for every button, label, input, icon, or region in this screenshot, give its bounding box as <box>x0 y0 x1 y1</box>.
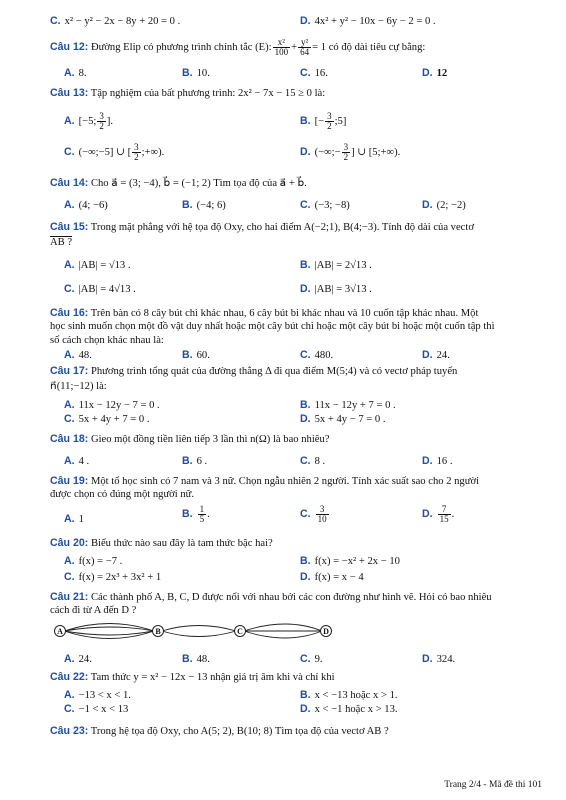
q15-option-c: C. |AB| = 4√13 . <box>64 283 136 295</box>
q19-option-d: D. $\frac{7}{15}$ . <box>422 504 455 524</box>
q21-option-c: C. 9. <box>300 653 323 665</box>
question-21-line2: cách đi từ A đến D ? <box>50 605 137 616</box>
question-20: Câu 20: Biểu thức nào sau đây là tam thức bậc hai? <box>50 537 273 549</box>
question-14: Câu 14: Cho a⃗ = (3; −4), b⃗ = (−1; 2) Tìm tọa độ của a⃗ + b⃗. <box>50 177 307 189</box>
q14-option-d: D. (2; −2) <box>422 199 466 211</box>
question-15-line2: AB ? <box>50 237 73 248</box>
question-17-line2: n⃗(11;−12) là: <box>50 381 107 392</box>
q21-option-d: D. 324. <box>422 653 456 665</box>
q22-option-b: B. x < −13 hoặc x > 1. <box>300 689 398 701</box>
page-footer: Trang 2/4 - Mã đề thi 101 <box>444 780 542 790</box>
q13-option-a: A. [−5; $\frac{3}{2}$ ]. <box>64 111 114 131</box>
question-17: Câu 17: Phương trình tổng quát của đường thẳng Δ đi qua điểm M(5;4) và có vectơ pháp tuyến <box>50 365 458 377</box>
q21-option-a: A. 24. <box>64 653 92 665</box>
node-a-label: A <box>57 627 63 636</box>
question-19-line2: được chọn có đúng một người nữ. <box>50 489 195 500</box>
q16-option-d: D. 24. <box>422 349 450 361</box>
question-18: Câu 18: Gieo một đồng tiền liên tiếp 3 lần thì n(Ω) là bao nhiêu? <box>50 433 330 445</box>
option-d: D. 4x² + y² − 10x − 6y − 2 = 0 . <box>300 15 436 27</box>
q18-option-a: A. 4 . <box>64 455 90 467</box>
question-12: Câu 12: Đường Elip có phương trình chính tắc (E): $\frac{\text{x²}}{100}$ + $\frac{\text{y²}}{64}$ = 1 có độ dài tiêu cự bằng: <box>50 37 426 57</box>
q18-option-c: C. 8 . <box>300 455 326 467</box>
q17-option-d: D. 5x + 4y − 7 = 0 . <box>300 413 386 425</box>
q16-option-b: B. 60. <box>182 349 210 361</box>
q16-option-a: A. 48. <box>64 349 92 361</box>
option-c: C. x² − y² − 2x − 8y + 20 = 0 . <box>50 15 181 27</box>
question-13: Câu 13: Tập nghiệm của bất phương trình: 2x² − 7x − 15 ≥ 0 là: <box>50 87 326 99</box>
q15-option-d: D. |AB| = 3√13 . <box>300 283 372 295</box>
road-cd-1 <box>244 624 322 631</box>
q18-option-b: B. 6 . <box>182 455 208 467</box>
q22-option-d: D. x < −1 hoặc x > 13. <box>300 703 398 715</box>
q13-option-c: C. (−∞;−5] ∪ [ $\frac{3}{2}$ ;+∞). <box>64 142 165 162</box>
q12-option-b: B. 10. <box>182 67 210 79</box>
q17-option-a: A. 11x − 12y − 7 = 0 . <box>64 399 160 411</box>
q22-option-c: C. −1 < x < 13 <box>64 703 129 715</box>
q20-option-d: D. f(x) = x − 4 <box>300 571 364 583</box>
q14-option-a: A. (4; −6) <box>64 199 108 211</box>
question-21: Câu 21: Các thành phố A, B, C, D được nối với nhau bởi các con đường như hình vẽ. Hỏi có bao nhiêu <box>50 591 492 603</box>
q15-option-a: A. |AB| = √13 . <box>64 259 131 271</box>
q20-option-c: C. f(x) = 2x³ + 3x² + 1 <box>64 571 162 583</box>
q13-option-b: B. [− $\frac{3}{2}$ ;5] <box>300 111 347 131</box>
question-16: Câu 16: Trên bàn có 8 cây bút chì khác nhau, 6 cây bút bi khác nhau và 10 cuốn tập khác nhau. Một <box>50 307 479 319</box>
question-22: Câu 22: Tam thức y = x² − 12x − 13 nhận giá trị âm khi và chỉ khi <box>50 671 335 683</box>
node-c-label: C <box>237 627 243 636</box>
q19-option-a: A. 1 <box>64 513 84 525</box>
q21-option-b: B. 48. <box>182 653 210 665</box>
q12-option-c: C. 16. <box>300 67 328 79</box>
node-d-label: D <box>323 627 329 636</box>
q16-option-c: C. 480. <box>300 349 334 361</box>
question-15: Câu 15: Trong mặt phẳng với hệ tọa độ Oxy, cho hai điểm A(−2;1), B(4;−3). Tính độ dài của vectơ <box>50 221 474 233</box>
road-bc-2 <box>162 631 236 637</box>
q14-option-b: B. (−4; 6) <box>182 199 226 211</box>
city-road-diagram <box>50 618 350 644</box>
q14-option-c: C. (−3; −8) <box>300 199 350 211</box>
q15-option-b: B. |AB| = 2√13 . <box>300 259 372 271</box>
q19-option-c: C. $\frac{3}{10}$ <box>300 504 327 524</box>
q13-option-d: D. (−∞;− $\frac{3}{2}$ ] ∪ [5;+∞). <box>300 142 401 162</box>
q20-option-b: B. f(x) = −x² + 2x − 10 <box>300 555 400 567</box>
question-16-line3: số cách chọn khác nhau là: <box>50 335 164 346</box>
q12-option-a: A. 8. <box>64 67 87 79</box>
question-16-line2: học sinh muốn chọn một đồ vật duy nhất hoặc một cây bút chì hoặc một cây bút bi hoặc một cuốn tập thì <box>50 321 495 332</box>
question-23: Câu 23: Trong hệ tọa độ Oxy, cho A(5; 2), B(10; 8) Tìm tọa độ của vectơ AB ? <box>50 725 389 737</box>
node-b-label: B <box>155 627 161 636</box>
q17-option-c: C. 5x + 4y + 7 = 0 . <box>64 413 150 425</box>
q18-option-d: D. 16 . <box>422 455 453 467</box>
road-cd-3 <box>244 631 322 638</box>
q12-option-d: D. 12 <box>422 67 448 79</box>
question-19: Câu 19: Một tổ học sinh có 7 nam và 3 nữ. Chọn ngẫu nhiên 2 người. Tính xác suất sao cho 2 người <box>50 475 480 487</box>
q19-option-b: B. $\frac{1}{5}$ . <box>182 504 210 524</box>
q20-option-a: A. f(x) = −7 . <box>64 555 123 567</box>
q17-option-b: B. 11x − 12y + 7 = 0 . <box>300 399 396 411</box>
q22-option-a: A. −13 < x < 1. <box>64 689 131 701</box>
road-bc-1 <box>162 626 236 632</box>
